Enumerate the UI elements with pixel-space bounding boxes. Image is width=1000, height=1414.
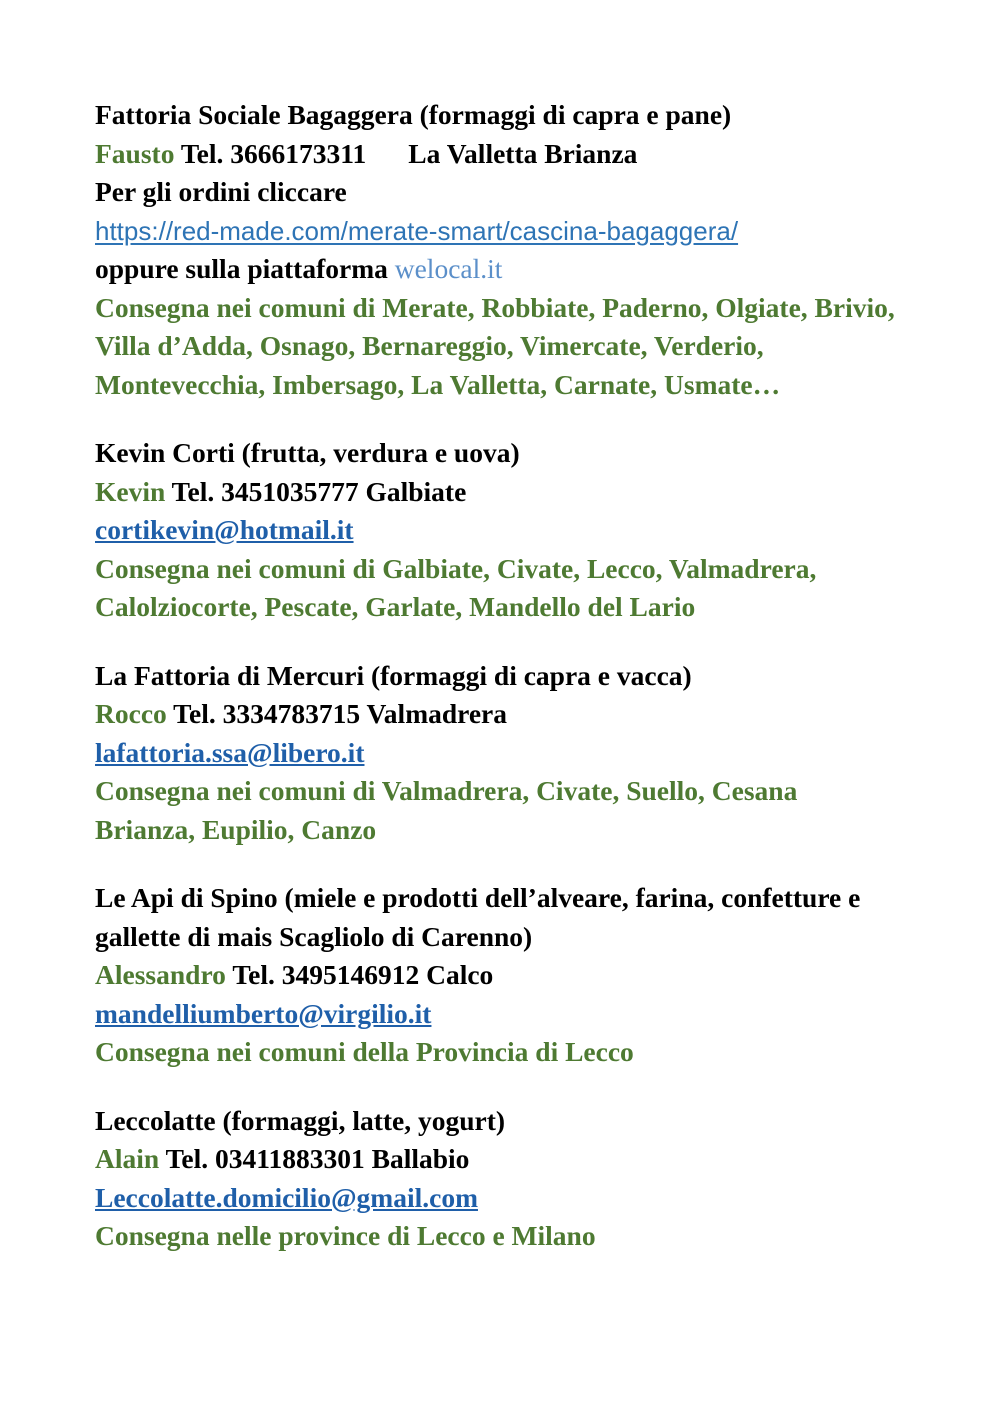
order-url-link[interactable]: https://red-made.com/merate-smart/cascina-bagaggera/ bbox=[95, 215, 739, 246]
contact-phone-location: Tel. 3334783715 Valmadrera bbox=[173, 698, 508, 729]
contact-email-link[interactable]: mandelliumberto@virgilio.it bbox=[95, 997, 432, 1029]
producer-contact-line bbox=[95, 135, 895, 174]
email-line bbox=[95, 511, 895, 550]
platform-spacer bbox=[388, 253, 395, 284]
producer-heading: Leccolatte (formaggi, latte, yogurt) bbox=[95, 1104, 506, 1136]
delivery-area: Consegna nelle province di Lecco e Milano bbox=[95, 1220, 596, 1251]
contact-name: Kevin bbox=[95, 475, 166, 507]
delivery-area: Consegna nei comuni della Provincia di Lecco bbox=[95, 1036, 634, 1067]
contact-email-link[interactable]: Leccolatte.domicilio@gmail.com bbox=[95, 1181, 478, 1213]
contact-location: La Valletta Brianza bbox=[408, 137, 638, 169]
producer-contact-line bbox=[95, 956, 895, 995]
platform-line bbox=[95, 250, 895, 289]
producer-heading: La Fattoria di Mercuri (formaggi di capra e vacca) bbox=[95, 659, 692, 691]
delivery-area: Consegna nei comuni di Galbiate, Civate, Lecco, Valmadrera, Calolziocorte, Pescate, Garlate, Mandello del Lario bbox=[95, 552, 824, 622]
platform-prefix: oppure sulla piattaforma bbox=[95, 253, 388, 284]
contact-name: Alessandro bbox=[95, 959, 226, 990]
contact-email-link[interactable]: cortikevin@hotmail.it bbox=[95, 514, 354, 545]
contact-name: Rocco bbox=[95, 698, 167, 729]
contact-phone: Tel. 3666173311 bbox=[180, 137, 367, 169]
producer-contact-line bbox=[95, 1140, 895, 1179]
contact-phone-location: Tel. 3495146912 Calco bbox=[232, 959, 494, 990]
producer-entry-bagaggera bbox=[95, 96, 902, 404]
contact-email-link[interactable]: lafattoria.ssa@libero.it bbox=[95, 736, 365, 768]
delivery-area: Consegna nei comuni di Merate, Robbiate, Paderno, Olgiate, Brivio, Villa d’Adda, Osnago, Bernareggio, Vimercate, Verderio, Montevecchia, Imbersago, La Valletta, Carnate, Usmate… bbox=[95, 291, 902, 400]
contact-phone-location: Tel. 03411883301 Ballabio bbox=[165, 1143, 470, 1174]
producer-contact-line bbox=[95, 473, 895, 512]
contact-name: Alain bbox=[95, 1143, 160, 1174]
email-line bbox=[95, 734, 895, 773]
producer-entry-leccolatte bbox=[95, 1102, 895, 1256]
producer-contact-line bbox=[95, 695, 895, 734]
producer-entry-kevin-corti bbox=[95, 434, 895, 627]
email-line bbox=[95, 995, 895, 1034]
producer-heading: Le Api di Spino (miele e prodotti dell’alveare, farina, confetture e gallette di mais Scagliolo di Carenno) bbox=[95, 882, 868, 952]
producer-entry-mercuri bbox=[95, 657, 895, 850]
producer-heading: Kevin Corti (frutta, verdura e uova) bbox=[95, 437, 520, 468]
document-body bbox=[95, 96, 902, 1256]
delivery-area: Consegna nei comuni di Valmadrera, Civate, Suello, Cesana Brianza, Eupilio, Canzo bbox=[95, 775, 805, 845]
producer-heading: Fattoria Sociale Bagaggera (formaggi di capra e pane) bbox=[95, 99, 732, 130]
producer-entry-le-api-di-spino bbox=[95, 879, 895, 1072]
email-line bbox=[95, 1179, 895, 1218]
order-note: Per gli ordini cliccare bbox=[95, 176, 347, 207]
contact-phone-location: Tel. 3451035777 Galbiate bbox=[171, 475, 467, 507]
contact-name: Fausto bbox=[95, 137, 175, 169]
order-url-line bbox=[95, 212, 895, 251]
platform-link[interactable]: welocal.it bbox=[394, 253, 503, 284]
